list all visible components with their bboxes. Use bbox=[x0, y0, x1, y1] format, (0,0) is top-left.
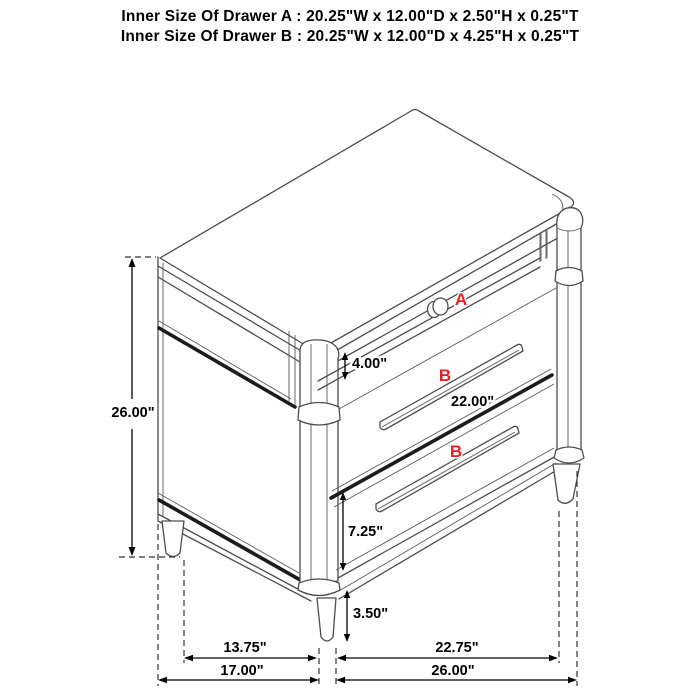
drawer-b-bottom-front bbox=[336, 426, 556, 578]
dim-overall-height-label: 26.00" bbox=[111, 405, 155, 421]
dim-depth-between-legs-label: 13.75" bbox=[223, 640, 267, 656]
right-leg bbox=[553, 464, 580, 503]
dim-drawer-b-height-label: 7.25" bbox=[348, 524, 384, 540]
dim-handle-length-label: 22.00" bbox=[451, 394, 495, 410]
drawer-b-bottom-handle bbox=[376, 426, 519, 511]
front-leg bbox=[317, 598, 336, 641]
dim-drawer-a-height-label: 4.00" bbox=[352, 356, 388, 372]
dim-overall-depth-label: 17.00" bbox=[220, 663, 264, 679]
left-leg bbox=[162, 521, 184, 557]
nightstand-body bbox=[158, 110, 584, 642]
post-ring-upper bbox=[298, 403, 340, 426]
dim-width-between-legs-label: 22.75" bbox=[435, 640, 479, 656]
drawer-a-knob-face bbox=[433, 298, 448, 315]
right-post-ring bbox=[555, 268, 583, 286]
right-corner-post bbox=[541, 208, 584, 504]
top-surface bbox=[160, 110, 574, 351]
post-ring-lower bbox=[298, 579, 340, 596]
drawer-b-bottom-label: B bbox=[449, 442, 463, 461]
drawer-b-middle-handle bbox=[380, 344, 523, 429]
right-post-joint bbox=[554, 447, 584, 463]
title-drawer-b-size: Inner Size Of Drawer B : 20.25"W x 12.00"D x 4.25"H x 0.25"T bbox=[120, 28, 580, 45]
title-drawer-a-size: Inner Size Of Drawer A : 20.25"W x 12.00"D x 2.50"H x 0.25"T bbox=[121, 8, 579, 25]
left-side-panel bbox=[158, 321, 311, 601]
dim-leg-height-label: 3.50" bbox=[353, 606, 389, 622]
dim-overall-width-label: 26.00" bbox=[431, 663, 475, 679]
side-panel-top-shadow bbox=[159, 328, 295, 407]
drawer-b-middle-label: B bbox=[438, 366, 452, 385]
drawer-a-label: A bbox=[454, 290, 468, 309]
